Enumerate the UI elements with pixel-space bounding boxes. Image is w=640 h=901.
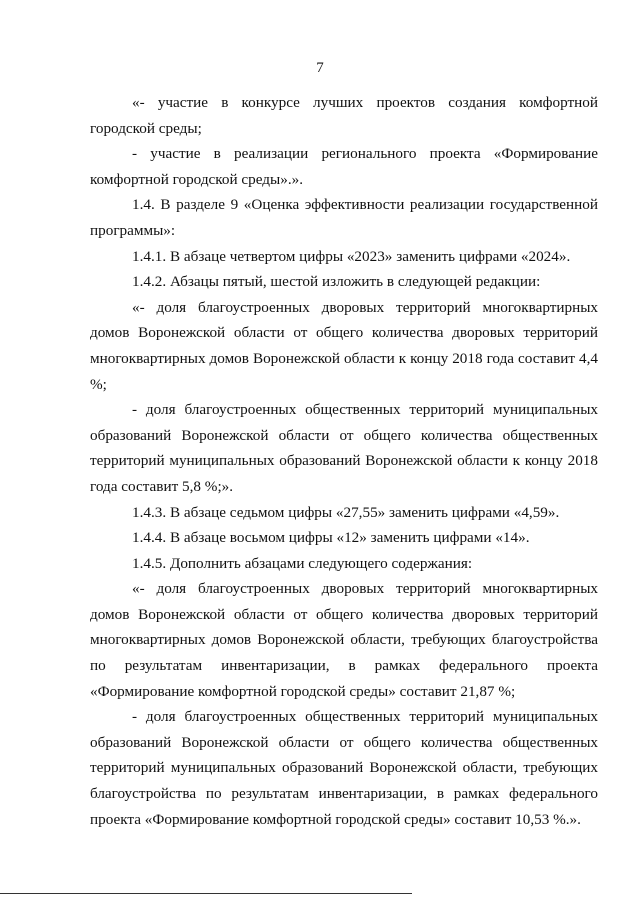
- page-number: 7: [316, 60, 324, 76]
- paragraph-1-4-4: 1.4.4. В абзаце восьмом цифры «12» заменить цифрами «14».: [132, 529, 530, 547]
- paragraph-1-4-2: 1.4.2. Абзацы пятый, шестой изложить в следующей редакции:: [132, 273, 541, 291]
- paragraph-1-4-5: 1.4.5. Дополнить абзацами следующего содержания:: [132, 554, 473, 572]
- paragraph-1-4-3: 1.4.3. В абзаце седьмом цифры «27,55» заменить цифрами «4,59».: [132, 503, 560, 521]
- paragraph-1-4-1: 1.4.1. В абзаце четвертом цифры «2023» заменить цифрами «2024».: [132, 247, 571, 265]
- paragraph-public-territories-federal: - доля благоустроенных общественных территорий муниципальных образований Воронежской области от общего количества общественных территорий муниципальных образований Воронежской области, требующих благоустройства по результатам инвентаризации, в рамках федерального проекта «Формирование комфортной городской среды» составит 10,53 %.».: [90, 708, 598, 828]
- paragraph-regional-project: - участие в реализации регионального проекта «Формирование комфортной городской среды».».: [90, 145, 598, 188]
- paragraph-public-territories-2018: - доля благоустроенных общественных территорий муниципальных образований Воронежской области от общего количества общественных территорий муниципальных образований Воронежской области к концу 2018 года составит 5,8 %;».: [90, 401, 598, 495]
- footer-divider: [0, 893, 412, 894]
- document-body: [90, 90, 598, 832]
- paragraph-yard-territories-federal: «- доля благоустроенных дворовых территорий многоквартирных домов Воронежской области от общего количества дворовых территорий многоквартирных домов Воронежской области, требующих благоустройства по результатам инвентаризации, в рамках федерального проекта «Формирование комфортной городской среды» составит 21,87 %;: [90, 580, 598, 700]
- paragraph-contest-participation: «- участие в конкурсе лучших проектов создания комфортной городской среды;: [90, 94, 598, 137]
- paragraph-yard-territories-2018: «- доля благоустроенных дворовых территорий многоквартирных домов Воронежской области от общего количества дворовых территорий многоквартирных домов Воронежской области к концу 2018 года составит 4,4 %;: [90, 298, 598, 393]
- paragraph-section-9: 1.4. В разделе 9 «Оценка эффективности реализации государственной программы»:: [90, 196, 598, 239]
